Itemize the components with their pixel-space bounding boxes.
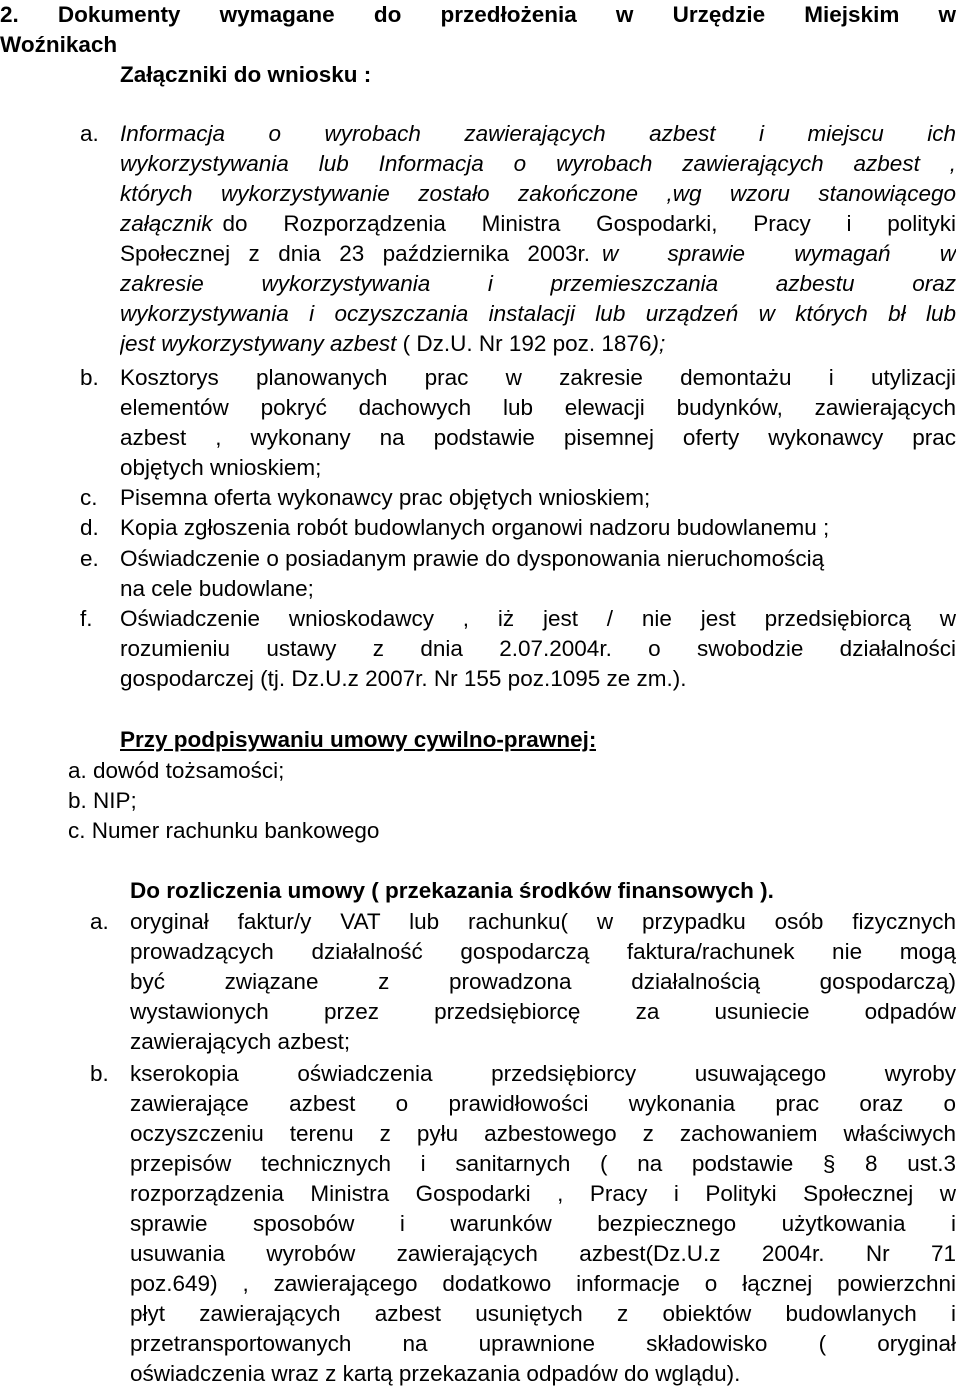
list-item-line: elementów pokryć dachowych lub elewacji budynków, zawierających [120,395,956,420]
list-item-d [120,513,956,543]
list-item-line: na cele budowlane; [120,576,314,601]
list-item [68,786,379,816]
list-label: f. [80,606,93,631]
section-heading [0,0,956,60]
settlement-heading [130,876,774,906]
list-item-line: wystawionych przez przedsiębiorcę za usuniecie odpadów [130,999,956,1024]
settlement-item-b [130,1059,956,1389]
italic-text: w sprawie wymagań w [602,241,956,266]
italic-text: ); [651,331,666,356]
list-item-line: oświadczenia wraz z kartą przekazania odpadów do wglądu). [130,1361,741,1386]
list-item-line: azbest , wykonany na podstawie pisemnej oferty wykonawcy prac [120,425,956,450]
list-item [68,816,379,846]
list-item-a [120,119,956,359]
list-item-line: być związane z prowadzona działalnością gospodarczą) [130,969,956,994]
list-item-line: których wykorzystywanie zostało zakończone ,wg wzoru stanowiącego [120,181,956,206]
list-item-line: objętych wnioskiem; [120,455,322,480]
list-item-line: zakresie wykorzystywania i przemieszczania azbestu oraz [120,271,956,296]
italic-text: załącznik [120,211,213,236]
list-item-line [120,209,956,239]
list-item-line: zawierających azbest; [130,1029,351,1054]
list-item-line: sprawie sposobów i warunków bezpiecznego użytkowania i [130,1211,956,1236]
list-item-line: usuwania wyrobów zawierających azbest(Dz.U.z 2004r. Nr 71 [130,1241,956,1266]
list-item-f [120,604,956,694]
contract-heading-text: Przy podpisywaniu umowy cywilno-prawnej: [120,727,597,752]
list-item-line: poz.649) , zawierającego dodatkowo informacje o łącznej powierzchni [130,1271,956,1296]
normal-text: ( Dz.U. Nr 192 poz. 1876 [402,331,652,356]
list-label: a. [80,121,99,146]
list-item-line: zawierające azbest o prawidłowości wykonania prac oraz o [130,1091,956,1116]
list-item-line: przepisów technicznych i sanitarnych ( na podstawie § 8 ust.3 [130,1151,956,1176]
list-label: b. [68,788,87,813]
list-item-line: oryginał faktur/y VAT lub rachunku( w przypadku osób fizycznych [130,909,956,934]
list-item-line: rozporządzenia Ministra Gospodarki , Pracy i Polityki Społecznej w [130,1181,956,1206]
contract-list [68,756,379,846]
list-label: a. [90,909,109,934]
section-heading-line: Woźnikach [0,32,118,57]
list-item-line [120,239,956,269]
list-item-b [120,363,956,483]
attachments-heading [120,60,371,90]
list-item-line: wykorzystywania i oczyszczania instalacji lub urządzeń w których bł lub [120,301,956,326]
list-item-line: prowadzących działalność gospodarczą faktura/rachunek nie mogą [130,939,956,964]
list-item-line: oczyszczeniu terenu z pyłu azbestowego z zachowaniem właściwych [130,1121,956,1146]
list-item-text: NIP; [93,788,137,813]
list-label: b. [80,365,99,390]
list-item-line [120,329,956,359]
list-item-line: Pisemna oferta wykonawcy prac objętych wnioskiem; [120,485,651,510]
italic-text: jest wykorzystywany azbest [120,331,397,356]
list-item-line: Informacja o wyrobach zawierających azbest i miejscu ich [120,121,956,146]
section-heading-line: 2. Dokumenty wymagane do przedłożenia w Urzędzie Miejskim w [0,2,956,27]
contract-heading [120,725,596,755]
list-item-line: Kosztorys planowanych prac w zakresie demontażu i utylizacji [120,365,956,390]
list-item-line: gospodarczej (tj. Dz.U.z 2007r. Nr 155 poz.1095 ze zm.). [120,666,687,691]
list-item-line: przetransportowanych na uprawnione składowisko ( oryginał [130,1331,956,1356]
attachments-heading-text: Załączniki do wniosku : [120,62,372,87]
list-label: c. [68,818,86,843]
list-item-text: Numer rachunku bankowego [91,818,380,843]
list-item-c [120,483,956,513]
list-label: b. [90,1061,109,1086]
list-label: c. [80,485,98,510]
list-item-text: dowód tożsamości; [93,758,285,783]
list-item-line: Kopia zgłoszenia robót budowlanych organowi nadzoru budowlanemu ; [120,515,830,540]
settlement-heading-text: Do rozliczenia umowy ( przekazania środków finansowych ). [130,878,774,903]
list-item-e [120,544,956,604]
list-item-line: Oświadczenie o posiadanym prawie do dysponowania nieruchomością [120,546,825,571]
list-label: d. [80,515,99,540]
list-item-line: wykorzystywania lub Informacja o wyrobach zawierających azbest , [120,151,956,176]
list-item-line: Oświadczenie wnioskodawcy , iż jest / nie jest przedsiębiorcą w [120,606,956,631]
list-item-line: rozumieniu ustawy z dnia 2.07.2004r. o swobodzie działalności [120,636,956,661]
normal-text: Społecznej z dnia 23 października 2003r. [120,241,590,266]
list-item-line: kserokopia oświadczenia przedsiębiorcy usuwającego wyroby [130,1061,956,1086]
list-label: a. [68,758,87,783]
list-label: e. [80,546,99,571]
list-item [68,756,379,786]
list-item-line: płyt zawierających azbest usuniętych z obiektów budowlanych i [130,1301,956,1326]
settlement-item-a [130,907,956,1057]
normal-text: do Rozporządzenia Ministra Gospodarki, Pracy i polityki [222,211,956,236]
